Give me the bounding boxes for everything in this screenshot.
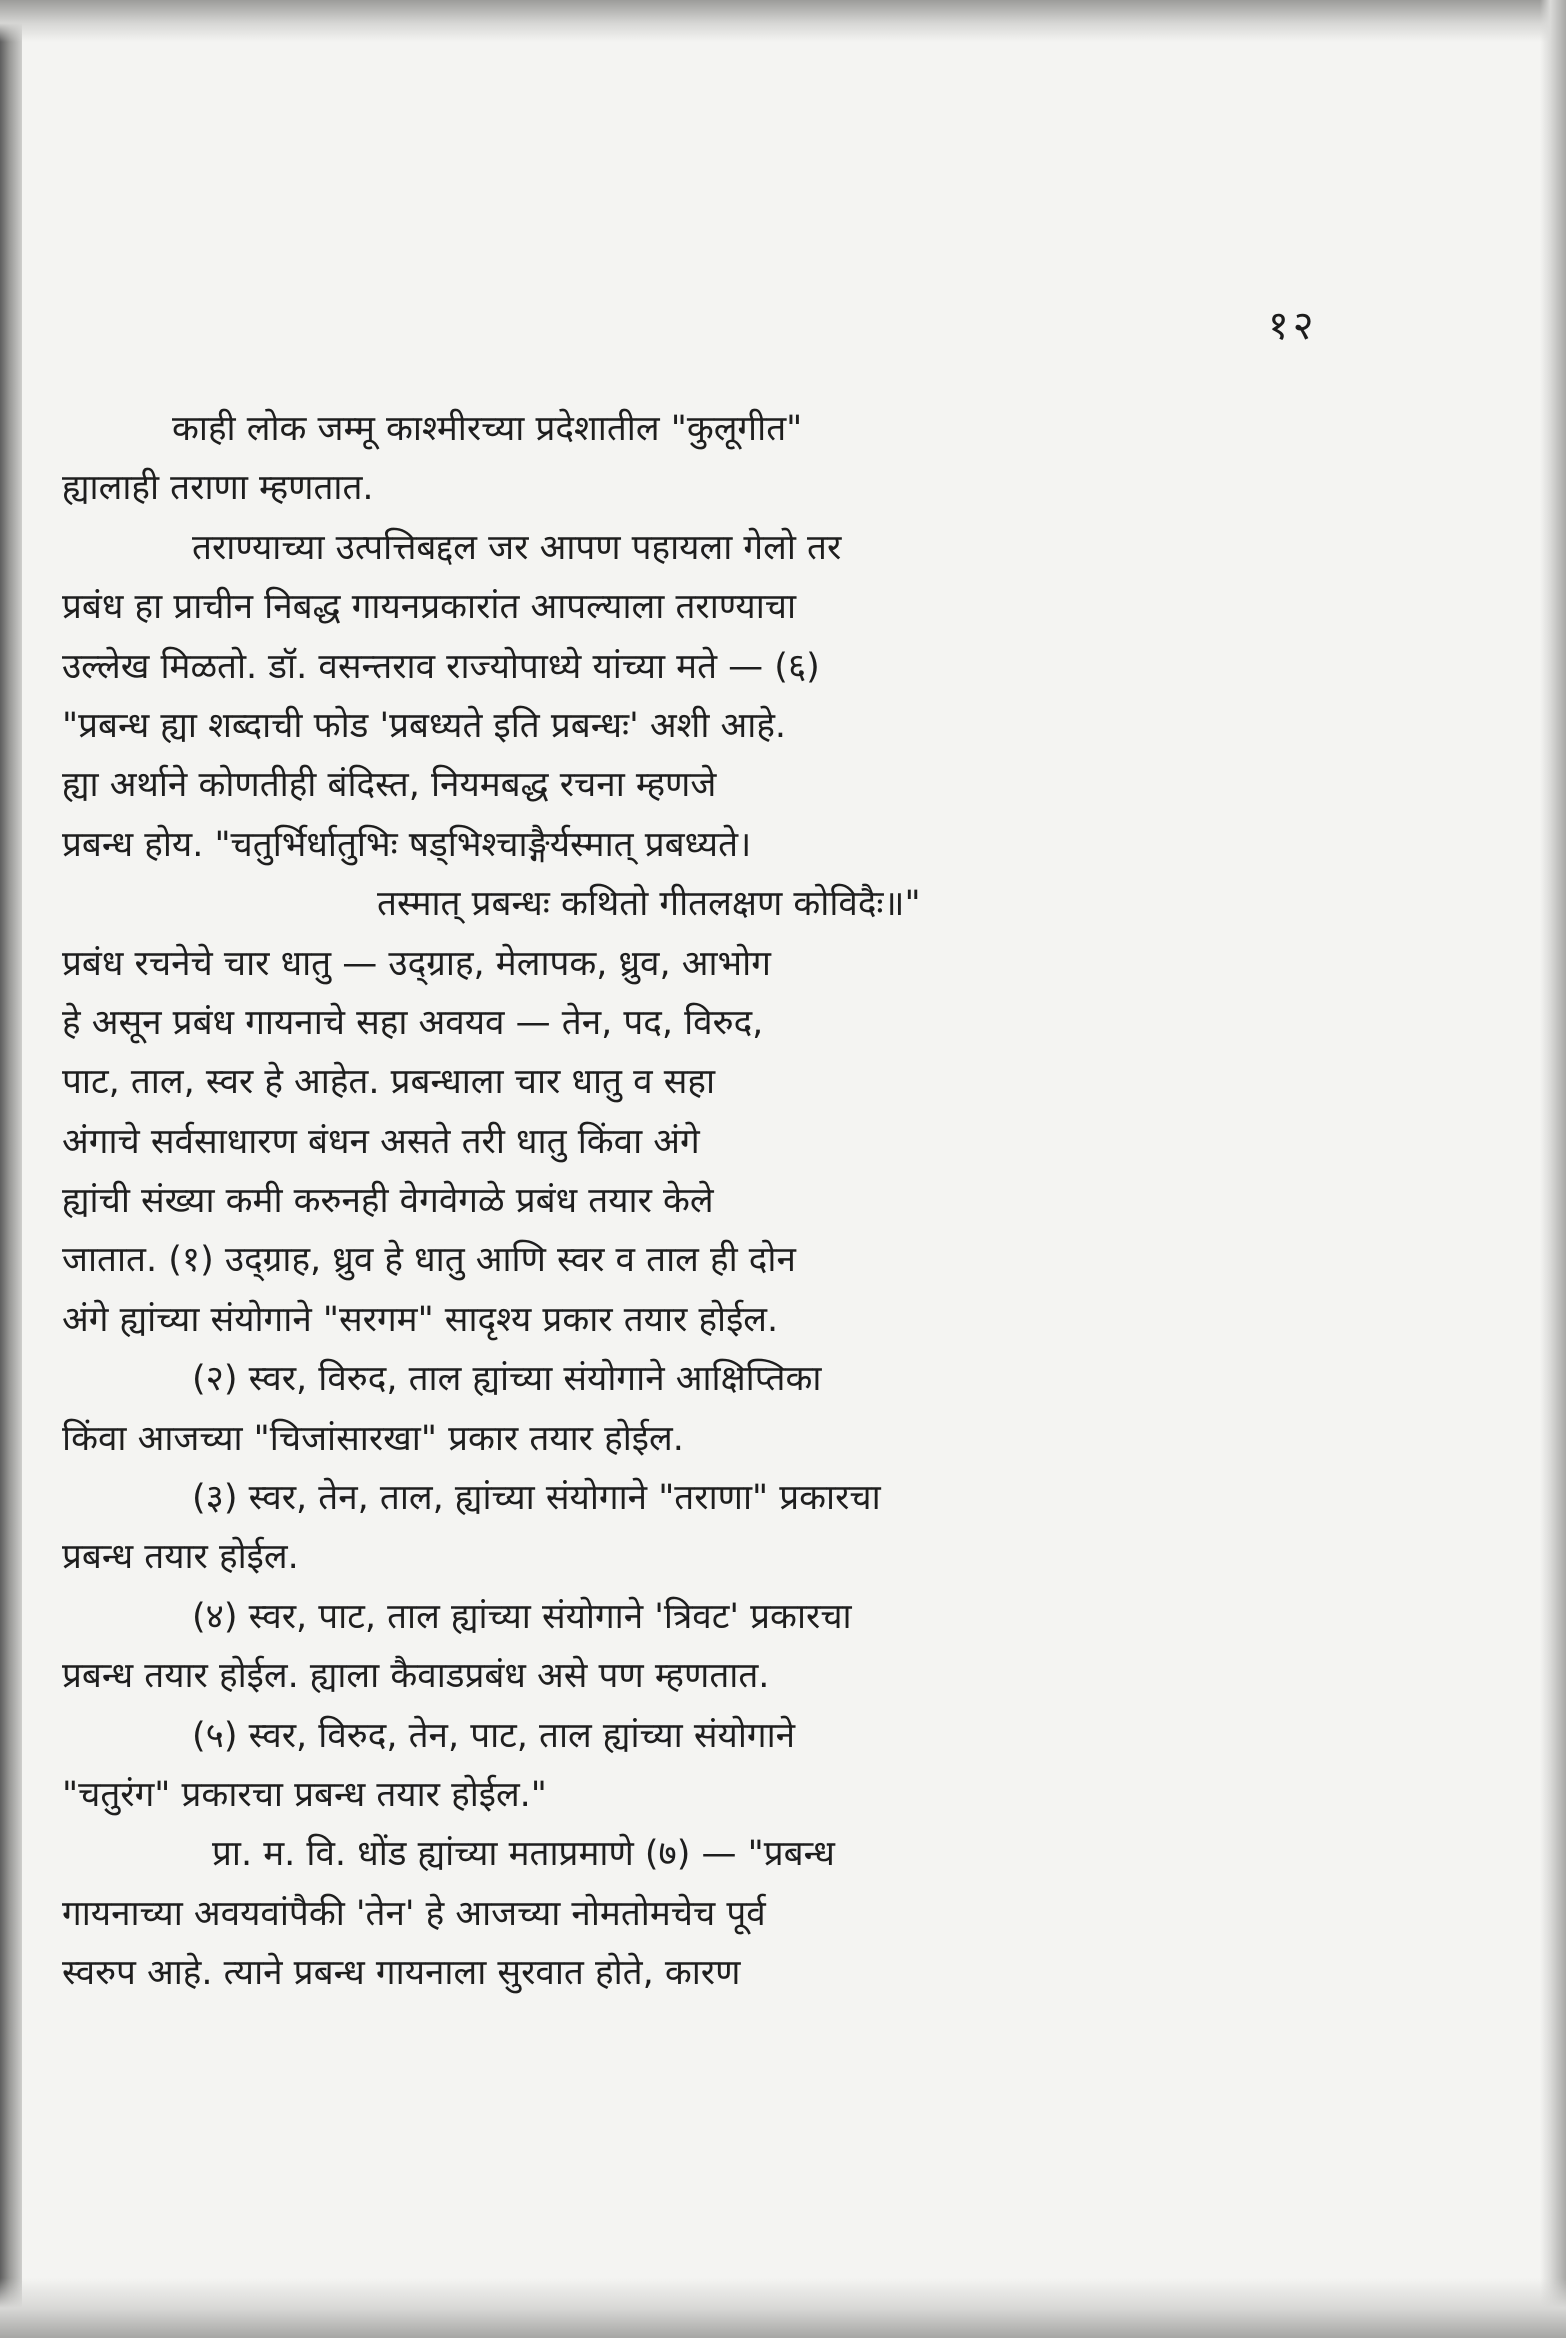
text-line: तराण्याच्या उत्पत्तिबद्दल जर आपण पहायला गेलो तर: [192, 527, 842, 568]
text-line: प्रबंध हा प्राचीन निबद्ध गायनप्रकारांत आपल्याला तराण्याचा: [62, 587, 797, 628]
text-line: प्रबन्ध तयार होईल.: [62, 1537, 299, 1578]
text-line: काही लोक जम्मू काश्मीरच्या प्रदेशातील "कुलूगीत": [172, 409, 803, 449]
text-line: ह्या अर्थाने कोणतीही बंदिस्त, नियमबद्ध रचना म्हणजे: [62, 765, 717, 806]
text-line: हे असून प्रबंध गायनाचे सहा अवयव — तेन, पद, विरुद,: [62, 1002, 764, 1043]
text-line: प्रा. म. वि. धोंड ह्यांच्या मताप्रमाणे (७) — "प्रबन्ध: [212, 1834, 835, 1875]
text-line: किंवा आजच्या "चिजांसारखा" प्रकार तयार होईल.: [62, 1418, 684, 1459]
text-line: (३) स्वर, तेन, ताल, ह्यांच्या संयोगाने "तराणा" प्रकारचा: [192, 1478, 881, 1519]
text-line: गायनाच्या अवयवांपैकी 'तेन' हे आजच्या नोमतोमचेच पूर्व: [62, 1893, 766, 1934]
text-line: (४) स्वर, पाट, ताल ह्यांच्या संयोगाने 'त्रिवट' प्रकारचा: [192, 1596, 852, 1637]
text-line: अंगे ह्यांच्या संयोगाने "सरगम" सादृश्य प्रकार तयार होईल.: [62, 1299, 779, 1340]
bottom-edge-shadow: [0, 2278, 1566, 2338]
text-line: ह्यालाही तराणा म्हणतात.: [62, 468, 374, 509]
text-line: (२) स्वर, विरुद, ताल ह्यांच्या संयोगाने आक्षिप्तिका: [192, 1359, 822, 1400]
right-edge-shadow: [1540, 0, 1566, 2338]
text-line: स्वरुप आहे. त्याने प्रबन्ध गायनाला सुरवात होते, कारण: [62, 1953, 741, 1994]
text-line: तस्मात् प्रबन्धः कथितो गीतलक्षण कोविदैः॥": [377, 884, 921, 925]
binding-shadow: [0, 0, 22, 2338]
text-line: अंगाचे सर्वसाधारण बंधन असते तरी धातु किंवा अंगे: [62, 1121, 700, 1162]
text-line: प्रबन्ध तयार होईल. ह्याला कैवाडप्रबंध असे पण म्हणतात.: [62, 1656, 770, 1697]
text-line: (५) स्वर, विरुद, तेन, पाट, ताल ह्यांच्या संयोगाने: [192, 1715, 796, 1756]
text-line: उल्लेख मिळतो. डॉ. वसन्तराव राज्योपाध्ये यांच्या मते — (६): [62, 646, 820, 687]
text-line: ह्यांची संख्या कमी करुनही वेगवेगळे प्रबंध तयार केले: [62, 1181, 714, 1222]
page-number: १२: [1268, 303, 1318, 349]
text-line: "चतुरंग" प्रकारचा प्रबन्ध तयार होईल.": [62, 1774, 547, 1815]
text-line: प्रबन्ध होय. "चतुर्भिर्धातुभिः षड्भिश्चाङ्गैर्यस्मात् प्रबध्यते।: [62, 824, 752, 865]
top-edge-shadow: [0, 0, 1566, 42]
text-line: प्रबंध रचनेचे चार धातु — उद्ग्राह, मेलापक, ध्रुव, आभोग: [62, 943, 771, 984]
text-line: पाट, ताल, स्वर हे आहेत. प्रबन्धाला चार धातु व सहा: [62, 1062, 716, 1103]
handwritten-text-body: [62, 400, 1362, 2004]
text-line: जातात. (१) उद्ग्राह, ध्रुव हे धातु आणि स्वर व ताल ही दोन: [62, 1240, 796, 1281]
text-line: "प्रबन्ध ह्या शब्दाची फोड 'प्रबध्यते इति प्रबन्धः' अशी आहे.: [62, 705, 787, 746]
